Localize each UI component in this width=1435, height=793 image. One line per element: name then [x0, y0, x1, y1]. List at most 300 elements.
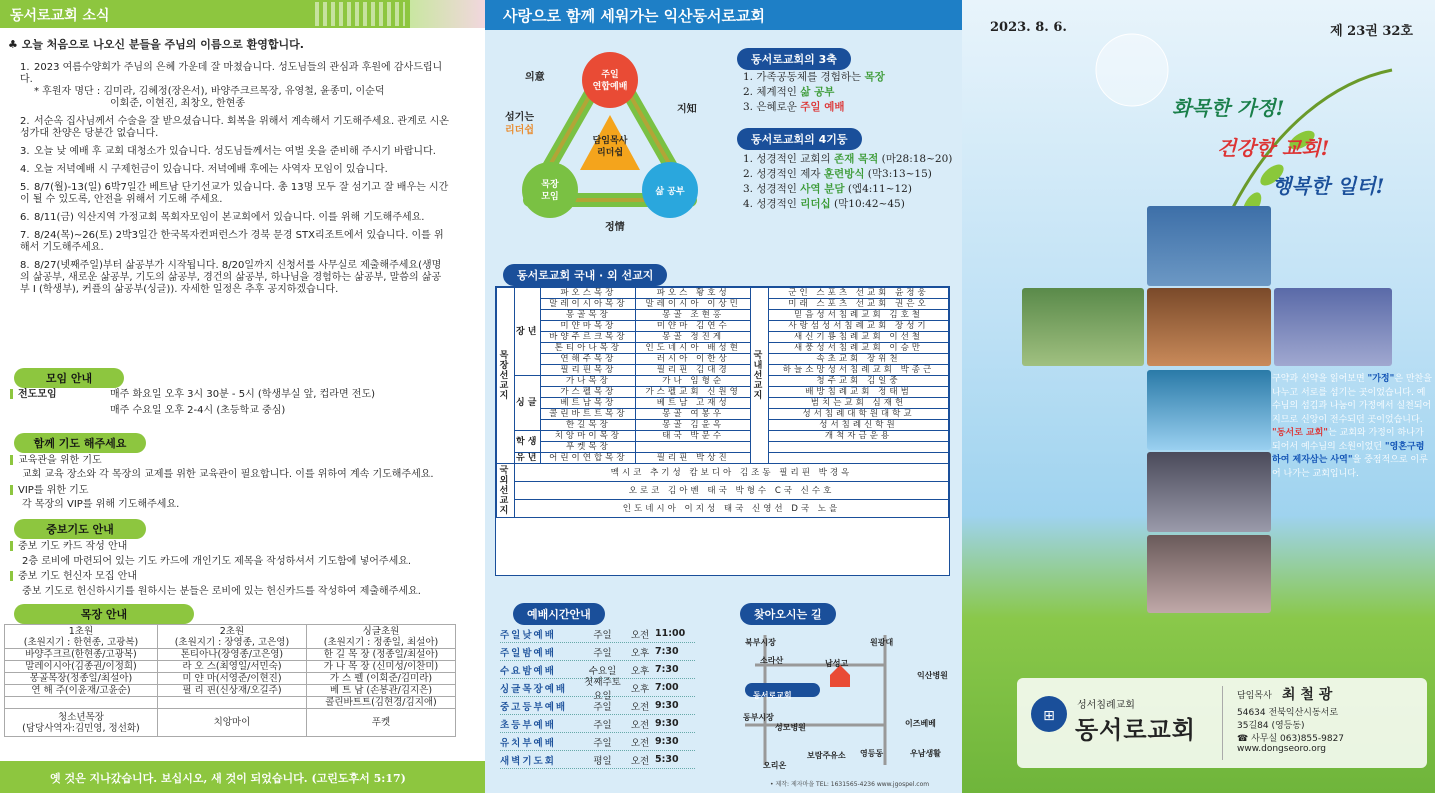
notice-sub: 이회준, 이현진, 최창오, 한현종 — [110, 98, 245, 109]
mokjang-cell: 미 얀 마(서영준/이현진) — [157, 673, 306, 685]
church-description — [1272, 373, 1432, 481]
credit-line: • 제작: 제자마을 TEL: 1631565-4236 www.jgospel.com — [770, 781, 930, 788]
mission-domestic: 미래 스포츠 선교회 권은오 — [769, 299, 949, 310]
map-spot-label: 보람주유소 — [807, 751, 846, 760]
notice-number: 4. — [20, 164, 30, 175]
mission-domestic: 하늘소망성서침례교회 박종근 — [769, 365, 949, 376]
mokjang-cell: 연 해 주(이윤재/고윤순) — [5, 685, 158, 697]
mission-mokjang: 필리핀목장 — [541, 365, 636, 376]
worship-day: 주일 — [593, 701, 612, 713]
worship-row — [500, 733, 695, 751]
mission-mokjang: 바양주르크목장 — [541, 332, 636, 343]
slogan-1: 화목한 가정! — [1172, 96, 1285, 120]
worship-day: 주일 — [593, 719, 612, 731]
mokjang-row — [5, 673, 456, 685]
worship-time: 9:30 — [655, 700, 679, 711]
map-spot-label: 성모병원 — [775, 723, 806, 732]
mokjang-cell: 라 오 스(최영일/서민숙) — [157, 661, 306, 673]
mission-missionary — [636, 442, 751, 453]
worship-day: 주일 — [593, 737, 612, 749]
mission-missionary: 몽골 정진게 — [636, 332, 751, 343]
map-spot-label: 소라산 — [760, 656, 784, 665]
mission-row — [497, 409, 949, 420]
notice-item — [20, 146, 450, 158]
mission-domestic: 범치는교회 심재헌 — [769, 398, 949, 409]
four-pillars-highlight: 사역 분담 — [800, 183, 845, 195]
four-pillars-ref: (엡4:11~12) — [844, 183, 912, 195]
description-segment: "영혼구령하여 제자삼는 사역" — [1272, 441, 1425, 465]
pastor-name: 최 철 광 — [1282, 687, 1333, 703]
worship-ap: 오전 — [630, 719, 650, 731]
mission-missionary: 미얀마 김연수 — [636, 321, 751, 332]
mission-mokjang: 파오스목장 — [541, 288, 636, 299]
church-name: 동서로교회 — [1075, 716, 1196, 744]
denomination: 성서침례교회 — [1077, 700, 1135, 711]
notice-text: 8/27(넷째주일)부터 삶공부가 시작됩니다. 8/20일까지 신청서를 사무실로 제출해주세요(생명의 삶공부, 새로운 삶공부, 기도의 삶공부, 경건의 삶공부, 하나님을 경험하는 삶공부, 말씀의 삶공부 I (학생부), 커플의 삶공부(싱글)). 자세한 일정은 추후 공지하겠습니다. — [20, 260, 442, 295]
four-pillars-prefix: 1. 성경적인 교회의 — [743, 153, 835, 165]
map-spot-label: 동서로교회 — [753, 691, 792, 700]
mission-row — [497, 299, 949, 310]
prayer-heading-2: VIP를 위한 기도 — [10, 484, 88, 498]
left-circle-text-2: 모임 — [541, 192, 559, 202]
mission-category: 국외선교지 — [497, 464, 515, 518]
notice-item — [20, 62, 450, 110]
description-segment: 은 만찬을 나누고 서로를 섬기는 곳이었습니다. 예수님의 섬김과 나눔이 가정에서 실천되어지므로 신앙이 전수되던 곳이었습니다. — [1272, 374, 1432, 425]
notice-item — [20, 212, 450, 224]
notice-number: 2. — [20, 116, 30, 127]
mokjang-header-title: 1초원 — [68, 625, 94, 637]
mission-domestic: 새신기룡침례교회 이선철 — [769, 332, 949, 343]
three-axis-label: 동서로교회의 3축 — [737, 48, 851, 70]
mission-domestic: 믿음성서침례교회 김호철 — [769, 310, 949, 321]
description-segment: 구약과 신약을 읽어보면 — [1272, 374, 1368, 384]
mission-domestic — [769, 442, 949, 453]
mokjang-cell: 콜린바트트(김현경/김지애) — [306, 697, 455, 709]
prayer-text-1: 교회 교육 장소와 각 목장의 교제를 위한 교육관이 필요합니다. 이를 위하여 계속 기도해주세요. — [22, 469, 434, 480]
mokjang-cell: 가 나 목 장 (신미성/이찬미) — [306, 661, 455, 673]
news-header — [0, 0, 485, 28]
mission-abroad-cell: 멕시코 추기성 캄보디아 김조동 필리핀 박경옥 — [515, 464, 949, 482]
photo-worship — [1147, 206, 1271, 286]
meeting-line-2: 매주 수요일 오후 2-4시 (초등학교 중심) — [110, 405, 286, 416]
four-pillars-highlight: 리더십 — [800, 198, 831, 210]
four-pillars-ref: (마28:18~20) — [878, 153, 953, 165]
bubble-icon — [1092, 30, 1172, 110]
worship-ap: 오후 — [630, 683, 650, 695]
mokjang-header-title: 2초원 — [219, 625, 245, 637]
meeting-line-1: 매주 화요일 오후 3시 30분 - 5시 (학생부실 앞, 컵라면 전도) — [110, 389, 376, 400]
missions-label: 동서로교회 국내 · 외 선교지 — [503, 264, 667, 286]
four-pillars-item — [743, 197, 952, 212]
mission-abroad-row — [497, 464, 949, 482]
mission-domestic: 군인 스포츠 선교회 윤정웅 — [769, 288, 949, 299]
notice-item — [20, 182, 450, 206]
worship-time: 5:30 — [655, 754, 679, 765]
worship-name: 유치부예배 — [500, 737, 556, 749]
address-2: 35길84 (영등동) — [1237, 721, 1305, 731]
mokjang-header-leader: (초원지기 : 한현종, 고광복) — [23, 636, 139, 648]
mokjang-youth-row — [5, 709, 456, 737]
description-segment: "가정" — [1367, 374, 1395, 384]
four-pillars-prefix: 4. 성경적인 — [743, 198, 801, 210]
worship-day: 수요일 — [588, 665, 617, 677]
map-spot-label: 북부시장 — [745, 638, 776, 647]
center-text-1: 담임목사 — [592, 136, 628, 146]
map-spot-label: 영등동 — [860, 749, 884, 758]
church-motto-header: 사랑으로 함께 세워가는 익산동서로교회 — [485, 0, 962, 30]
meeting-name: 전도모임 — [10, 388, 57, 402]
notice-number: 7. — [20, 230, 30, 241]
notice-sub: * 후원자 명단 : 김미라, 김혜정(장은서), 바양주크르목장, 유영철, 윤종미, 이순덕 — [34, 86, 385, 97]
map-spot-label: 원광대 — [870, 638, 894, 647]
mission-category: 목장선교지 — [497, 288, 515, 464]
notice-number: 5. — [20, 182, 30, 193]
worship-label: 예배시간안내 — [513, 603, 605, 625]
description-segment: 을 중점적으로 이루어 나가는 교회입니다. — [1272, 455, 1428, 479]
mokjang-cell: 가 스 펠 (이회준/김미라) — [306, 673, 455, 685]
intercession-heading-1: 중보 기도 카드 작성 안내 — [10, 540, 127, 554]
map-spot-label: 동부시장 — [743, 713, 774, 722]
intercession-text-1: 2층 로비에 마련되어 있는 기도 카드에 개인기도 제목을 작성하셔서 기도함에 넣어주세요. — [22, 556, 412, 567]
four-pillars-list — [743, 152, 952, 212]
worship-row — [500, 715, 695, 733]
photo-children — [1147, 370, 1271, 450]
worship-day: 첫째주토요일 — [584, 676, 621, 702]
mission-missionary: 인도네시아 배성현 — [636, 343, 751, 354]
mokjang-cell: 베 트 남 (손봉관/김지은) — [306, 685, 455, 697]
mission-mokjang: 몽골목장 — [541, 310, 636, 321]
worship-row — [500, 643, 695, 661]
mission-category: 국내선교지 — [751, 288, 769, 464]
mission-abroad-cell: 오로코 김아벤 태국 박형수 C국 신수호 — [515, 482, 949, 500]
photo-youth — [1274, 288, 1392, 366]
mission-sub-category: 장년 — [515, 288, 541, 376]
mokjang-label: 목장 안내 — [14, 604, 194, 624]
mission-domestic: 사랑섬성서침례교회 장성기 — [769, 321, 949, 332]
mission-row — [497, 288, 949, 299]
four-pillars-prefix: 2. 성경적인 제자 — [743, 168, 824, 180]
notice-text: 8/7(월)-13(일) 6박7일간 베트남 단기선교가 있습니다. 총 13명 모두 잘 섬기고 잘 배우는 시간이 될 수 있도록, 안전을 위해서 기도해 주세요. — [20, 182, 449, 205]
mission-row — [497, 321, 949, 332]
four-pillars-ref: (막10:42~45) — [830, 198, 905, 210]
mission-mokjang: 말레이시아목장 — [541, 299, 636, 310]
right-circle-text: 삶 공부 — [655, 187, 685, 197]
mission-row — [497, 343, 949, 354]
top-circle-text-2: 연합예배 — [592, 82, 628, 92]
mission-row — [497, 420, 949, 431]
worship-ap: 오전 — [630, 629, 650, 641]
three-axis-prefix: 2. 체계적인 — [743, 86, 801, 98]
description-segment: "동서로 교회" — [1272, 428, 1328, 438]
middle-panel — [485, 0, 962, 793]
worship-ap: 오후 — [630, 647, 650, 659]
mission-missionary: 말레이시아 이상민 — [636, 299, 751, 310]
worship-row — [500, 676, 695, 702]
missions-table — [496, 287, 949, 518]
three-axis-highlight: 삶 공부 — [800, 86, 835, 98]
label-emotion: 정情 — [605, 222, 625, 233]
mokjang-youth-cell: 푸켓 — [306, 709, 455, 737]
issue-volume: 제 23권 32호 — [1330, 24, 1413, 39]
mokjang-cell: 한 길 목 장 (정종일/최설아) — [306, 649, 455, 661]
mokjang-youth-title: 청소년목장 — [58, 711, 104, 723]
issue-date: 2023. 8. 6. — [990, 20, 1067, 35]
three-axis-prefix: 3. 은혜로운 — [743, 101, 801, 113]
photo-outdoor — [1022, 288, 1144, 366]
worship-name: 주일낮예배 — [500, 629, 556, 641]
photo-pastor — [1147, 288, 1271, 366]
four-pillars-highlight: 훈련방식 — [823, 168, 865, 180]
mission-row — [497, 332, 949, 343]
mission-mokjang: 베트남목장 — [541, 398, 636, 409]
three-axis-list — [743, 70, 885, 115]
mokjang-cell: 몽골목장(정종일/최설아) — [5, 673, 158, 685]
mission-domestic: 성서침례대학원대학교 — [769, 409, 949, 420]
notice-text: 8/11(금) 익산지역 가정교회 목회자모임이 본교회에서 있습니다. 이를 위해 기도해주세요. — [34, 212, 425, 223]
worship-time: 9:30 — [655, 736, 679, 747]
mission-missionary: 몽골 김윤옥 — [636, 420, 751, 431]
mission-row — [497, 310, 949, 321]
worship-schedule — [500, 625, 695, 769]
notice-number: 3. — [20, 146, 30, 157]
intercession-label: 중보기도 안내 — [14, 519, 146, 539]
three-axis-highlight: 주일 예배 — [800, 101, 845, 113]
mission-domestic: 청주교회 김일중 — [769, 376, 949, 387]
left-circle-text-1: 목장 — [541, 180, 559, 190]
office-phone: ☎ 사무실 063)855-9827 — [1237, 734, 1345, 744]
mission-mokjang: 가스펠목장 — [541, 387, 636, 398]
notice-text: 오늘 저녁예배 시 구제헌금이 있습니다. 저녁예배 후에는 사역자 모임이 있습니다. — [34, 164, 388, 175]
four-pillars-label: 동서로교회의 4기둥 — [737, 128, 862, 150]
star-icon: ♣ — [8, 38, 22, 51]
mokjang-header-cell — [157, 625, 306, 649]
mission-domestic: 새풍성서침례교회 이승만 — [769, 343, 949, 354]
label-knowledge: 지知 — [677, 104, 697, 115]
notice-text: 서순옥 집사님께서 수술을 잘 받으셨습니다. 회복을 위해서 계속해서 기도해주세요. 관계로 시온성가대 찬양은 당분간 없습니다. — [20, 116, 449, 139]
mission-mokjang: 어린이연합목장 — [541, 453, 636, 464]
mission-sub-category: 유년 — [516, 453, 540, 463]
left-panel — [0, 0, 485, 793]
mission-mokjang: 가나목장 — [541, 376, 636, 387]
notice-item — [20, 230, 450, 254]
worship-time: 7:30 — [655, 646, 679, 657]
mokjang-table — [4, 624, 456, 737]
card-divider — [1222, 686, 1223, 760]
mokjang-cell: 말레이시아(김종권/이정희) — [5, 661, 158, 673]
worship-row — [500, 697, 695, 715]
three-axis-item — [743, 70, 885, 85]
worship-name: 주일밤예배 — [500, 647, 556, 659]
worship-day: 평일 — [593, 755, 612, 767]
notice-number: 8. — [20, 260, 30, 271]
three-axis-item — [743, 100, 885, 115]
mission-mokjang: 미얀마목장 — [541, 321, 636, 332]
worship-time: 7:00 — [655, 682, 679, 693]
photo-friends — [1147, 535, 1271, 613]
worship-day: 주일 — [593, 629, 612, 641]
scripture-footer: 옛 것은 지나갔습니다. 보십시오, 새 것이 되었습니다. (고린도후서 5:17) — [0, 761, 485, 793]
map-spot-label: 오리온 — [763, 761, 787, 770]
worship-row — [500, 751, 695, 769]
mokjang-youth-cell: 치앙마이 — [157, 709, 306, 737]
four-pillars-prefix: 3. 성경적인 — [743, 183, 801, 195]
mission-row — [497, 398, 949, 409]
worship-time: 11:00 — [655, 628, 686, 639]
worship-ap: 오전 — [630, 701, 650, 713]
notice-item — [20, 260, 450, 296]
label-leadership: 리더쉽 — [505, 125, 534, 136]
mission-missionary: 가스펠교회 신원영 — [636, 387, 751, 398]
mokjang-row — [5, 685, 456, 697]
center-text-2: 리더쉽 — [596, 148, 624, 158]
worship-time: 9:30 — [655, 718, 679, 729]
mokjang-cell — [5, 697, 158, 709]
notice-list — [20, 62, 450, 302]
intercession-heading-2: 중보 기도 헌신자 모집 안내 — [10, 570, 137, 584]
mission-domestic: 개척자금운용 — [769, 431, 949, 442]
worship-name: 새벽기도회 — [500, 755, 556, 767]
mission-row — [497, 442, 949, 453]
worship-ap: 오전 — [630, 755, 650, 767]
mokjang-header-title: 싱글초원 — [362, 625, 400, 637]
mission-domestic — [769, 453, 949, 464]
map-spot-label: 익산병원 — [917, 671, 948, 680]
mission-missionary: 몽골 조현홍 — [636, 310, 751, 321]
worship-name: 중고등부예배 — [500, 701, 568, 713]
mission-missionary: 베트남 고재성 — [636, 398, 751, 409]
mission-missionary: 태국 박문수 — [636, 431, 751, 442]
description-segment: 는 교회와 가정이 하나가 되어서 예수님의 소원이었던 — [1272, 428, 1424, 452]
worship-name: 싱글목장예배 — [500, 683, 568, 695]
mokjang-header-cell — [306, 625, 455, 649]
mokjang-cell: 바양주크르(한현종/고광복) — [5, 649, 158, 661]
mission-mokjang: 푸켓목장 — [541, 442, 636, 453]
notice-number: 1. — [20, 62, 30, 73]
three-axis-diagram — [505, 40, 715, 250]
mokjang-row — [5, 661, 456, 673]
header-pattern — [315, 2, 405, 26]
svg-text:⊞: ⊞ — [1043, 708, 1055, 724]
four-pillars-ref: (막3:13~15) — [864, 168, 932, 180]
welcome-text: 오늘 처음으로 나오신 분들을 주님의 이름으로 환영합니다. — [21, 38, 304, 51]
notice-text: 2023 여름수양회가 주님의 은혜 가운데 잘 마쳤습니다. 성도님들의 관심과 후원에 감사드립니다. — [20, 62, 443, 85]
slogan-2: 건강한 교회! — [1217, 136, 1330, 160]
mokjang-youth-leader: (담당사역자:김민영, 정선화) — [22, 722, 140, 734]
mission-abroad-cell: 인도네시아 이지성 태국 신영선 D국 노을 — [515, 500, 949, 518]
three-axis-prefix: 1. 가족공동체를 경험하는 — [743, 71, 865, 83]
prayer-heading-1: 교육관을 위한 기도 — [10, 454, 102, 468]
mission-sub-category: 학생 — [515, 431, 541, 453]
mokjang-header-leader: (초원지기 : 정종일, 최설아) — [323, 636, 439, 648]
mission-domestic: 속초교회 장위천 — [769, 354, 949, 365]
map-spot-label: 우남생활 — [910, 749, 941, 758]
mission-missionary: 필리핀 김대경 — [636, 365, 751, 376]
mokjang-header-cell — [5, 625, 158, 649]
mokjang-cell: 톤티아나(장영종/고은영) — [157, 649, 306, 661]
mission-abroad-row — [497, 500, 949, 518]
worship-name: 수요밤예배 — [500, 665, 556, 677]
mission-row — [497, 365, 949, 376]
mission-missionary: 몽골 여봉우 — [636, 409, 751, 420]
label-serving: 섬기는 — [505, 112, 534, 123]
four-pillars-item — [743, 152, 952, 167]
mission-row — [497, 387, 949, 398]
mission-missionary: 필리핀 박상진 — [636, 453, 751, 464]
worship-name: 초등부예배 — [500, 719, 556, 731]
mission-mokjang: 연해주목장 — [541, 354, 636, 365]
worship-row — [500, 625, 695, 643]
mission-domestic: 성서침례신학원 — [769, 420, 949, 431]
header-flower-image — [410, 0, 485, 28]
mission-missionary: 파오스 황호성 — [636, 288, 751, 299]
worship-day: 주일 — [593, 647, 612, 659]
three-axis-highlight: 목장 — [864, 71, 885, 83]
notice-number: 6. — [20, 212, 30, 223]
label-will: 의意 — [525, 72, 545, 83]
pastor-label: 담임목사 — [1237, 691, 1272, 701]
notice-text: 8/24(목)~26(토) 2박3일간 한국목자컨퍼런스가 경북 문경 STX리조트에서 있습니다. 이를 위해서 기도해주세요. — [20, 230, 444, 253]
church-info-card — [1017, 678, 1427, 768]
meeting-label: 모임 안내 — [14, 368, 124, 388]
notice-item — [20, 164, 450, 176]
mokjang-header-leader: (초원지기 : 장영종, 고은영) — [174, 636, 290, 648]
news-title: 동서로교회 소식 — [10, 8, 110, 24]
four-pillars-item — [743, 167, 952, 182]
worship-time: 7:30 — [655, 664, 679, 675]
mokjang-youth-cell — [5, 709, 158, 737]
mokjang-cell: 필 리 핀(신상재/오길주) — [157, 685, 306, 697]
mokjang-cell — [157, 697, 306, 709]
mokjang-row — [5, 649, 456, 661]
mission-row — [497, 453, 949, 464]
mission-row — [497, 431, 949, 442]
mission-abroad-row — [497, 482, 949, 500]
prayer-label: 함께 기도 해주세요 — [14, 433, 146, 453]
address-1: 54634 전북익산시동서로 — [1237, 708, 1339, 718]
mission-domestic: 배방침례교회 정태범 — [769, 387, 949, 398]
mission-mokjang: 한길목장 — [541, 420, 636, 431]
slogan-3: 행복한 일터! — [1272, 174, 1385, 198]
church-website[interactable]: www.dongseoro.org — [1237, 744, 1326, 754]
right-panel — [962, 0, 1435, 793]
church-logo-icon — [1029, 694, 1069, 734]
mission-row — [497, 354, 949, 365]
prayer-text-2: 각 목장의 VIP를 위해 기도해주세요. — [22, 499, 180, 510]
mokjang-header-row — [5, 625, 456, 649]
missions-table-box — [495, 286, 950, 576]
mission-mokjang: 치앙마이목장 — [541, 431, 636, 442]
top-circle — [582, 52, 638, 108]
mokjang-row — [5, 697, 456, 709]
intercession-text-2: 중보 기도로 헌신하시기를 원하시는 분들은 로비에 있는 헌신카드를 작성하여 제출해주세요. — [22, 586, 421, 597]
four-pillars-highlight: 존재 목적 — [834, 153, 879, 165]
map-label: 찾아오시는 길 — [740, 603, 836, 625]
mission-mokjang: 톤티아나목장 — [541, 343, 636, 354]
mission-mokjang: 콜린바트트목장 — [541, 409, 636, 420]
four-pillars-item — [743, 182, 952, 197]
notice-text: 오늘 낮 예배 후 교회 대청소가 있습니다. 성도님들께서는 여벌 옷을 준비해 주시기 바랍니다. — [34, 146, 436, 157]
three-axis-item — [743, 85, 885, 100]
photo-group — [1147, 452, 1271, 532]
welcome-line — [8, 36, 304, 52]
mission-missionary: 러시아 이한상 — [636, 354, 751, 365]
top-circle-text-1: 주일 — [601, 70, 619, 80]
mission-missionary: 가나 임형순 — [636, 376, 751, 387]
map-spot-label: 이즈베베 — [905, 719, 936, 728]
map-spot-label: 남성고 — [825, 659, 849, 668]
notice-item — [20, 116, 450, 140]
mission-sub-category: 싱글 — [515, 376, 541, 431]
